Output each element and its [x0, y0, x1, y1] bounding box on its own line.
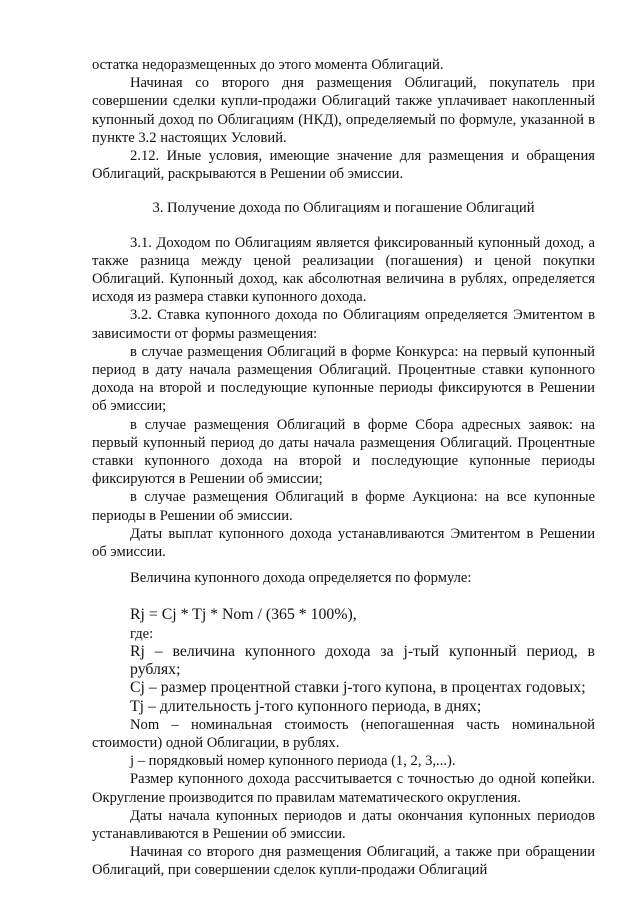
paragraph-payment-dates: Даты выплат купонного дохода устанавливаются Эмитентом в Решении об эмиссии.	[92, 525, 595, 561]
paragraph-secondary-trading: Начиная со второго дня размещения Облигаций, а также при обращении Облигаций, при совершении сделок купли-продажи Облигаций	[92, 844, 595, 879]
formula-def-tj: Tj – длительность j-того купонного периода, в днях;	[130, 697, 482, 715]
paragraph-period-dates: Даты начала купонных периодов и даты окончания купонных периодов устанавливаются в Решении об эмиссии.	[92, 807, 595, 842]
formula-def-cj: Cj – размер процентной ставки j-того купона, в процентах годовых;	[130, 679, 586, 697]
paragraph-rounding: Размер купонного дохода рассчитывается с точностью до одной копейки. Округление производится по правилам математического округления.	[92, 771, 595, 806]
formula: Rj = Cj * Tj * Nom / (365 * 100%),	[130, 606, 357, 624]
list-item-sbor-zayavok: в случае размещения Облигаций в форме Сбора адресных заявок: на первый купонный период до даты начала размещения Облигаций. Процентные ставки купонного дохода на второй и последующие купонные периоды фиксируются в Решении об эмиссии;	[92, 416, 595, 488]
paragraph-nkd: Начиная со второго дня размещения Облигаций, покупатель при совершении сделки купли-продажи Облигаций также уплачивает накопленный купонный доход по Облигациям (НКД), определяемый по формуле, указанной в пункте 3.2 настоящих Условий.	[92, 75, 595, 146]
formula-def-nom: Nom – номинальная стоимость (непогашенная часть номинальной стоимости) одной Облигации, в рублях.	[92, 716, 595, 751]
document-page	[92, 56, 595, 880]
list-item-konkurs: в случае размещения Облигаций в форме Конкурса: на первый купонный период в дату начала размещения Облигаций. Процентные ставки купонного дохода на второй и последующие купонные периоды фиксируются в Решении об эмиссии;	[92, 343, 595, 415]
section-heading-3: 3. Получение дохода по Облигациям и погашение Облигаций	[152, 200, 535, 217]
formula-def-j: j – порядковый номер купонного периода (1, 2, 3,...).	[130, 753, 456, 770]
paragraph-3-1: 3.1. Доходом по Облигациям является фиксированный купонный доход, а также разница между ценой реализации (погашения) и ценой покупки Облигаций. Купонный доход, как абсолютная величина в рублях, определяется исходя из размера ставки купонного дохода.	[92, 234, 595, 306]
paragraph-2-12: 2.12. Иные условия, имеющие значение для размещения и обращения Облигаций, раскрываются в Решении об эмиссии.	[92, 148, 595, 183]
formula-def-rj: Rj – величина купонного дохода за j-тый купонный период, в рублях;	[130, 642, 595, 679]
paragraph-formula-intro: Величина купонного дохода определяется по формуле:	[130, 570, 472, 587]
list-item-auktsion: в случае размещения Облигаций в форме Аукциона: на все купонные периоды в Решении об эмиссии.	[92, 489, 595, 524]
paragraph-remainder: остатка недоразмещенных до этого момента Облигаций.	[92, 57, 444, 73]
paragraph-3-2: 3.2. Ставка купонного дохода по Облигациям определяется Эмитентом в зависимости от формы размещения:	[92, 307, 595, 342]
formula-where: где:	[130, 625, 154, 642]
